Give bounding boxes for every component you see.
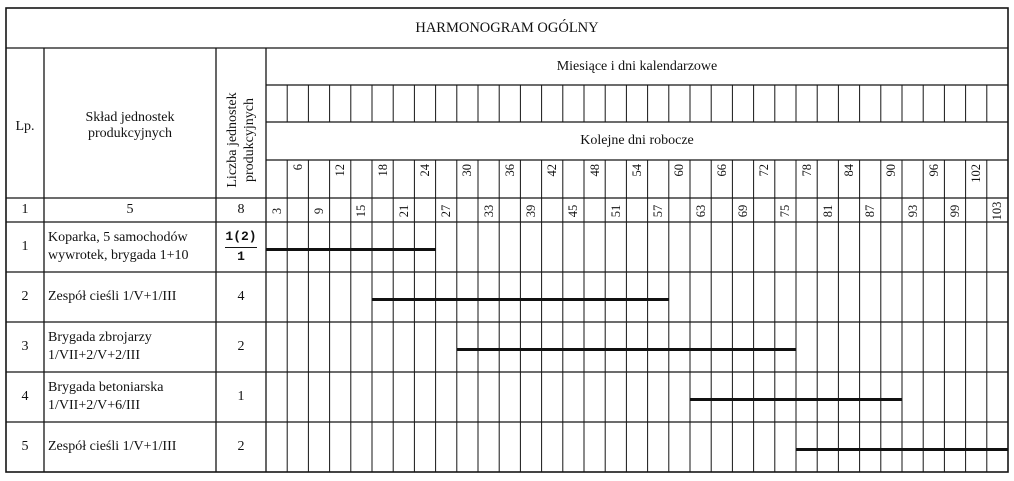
day-tick-label: 84: [842, 164, 856, 177]
gantt-bar: [796, 448, 1008, 451]
unit-count: 2: [237, 339, 245, 354]
row-number: 3: [21, 339, 29, 354]
day-tick-label: 66: [714, 164, 729, 177]
day-tick-label: 21: [396, 204, 411, 217]
unit-composition-line: Zespół cieśli 1/V+1/III: [48, 439, 177, 454]
header-unit-count-line: Liczba jednostek: [225, 92, 240, 188]
day-tick-label: 60: [672, 164, 687, 177]
gantt-bar: [266, 248, 436, 251]
day-tick-label: 81: [820, 204, 835, 217]
row-number: 5: [21, 439, 29, 454]
day-tick-label: 9: [312, 207, 326, 214]
unit-composition-line: Zespół cieśli 1/V+1/III: [48, 289, 177, 304]
day-tick-label: 63: [693, 204, 708, 217]
day-tick-label: 69: [736, 204, 750, 217]
day-tick-label: 12: [333, 164, 348, 177]
row-number: 4: [21, 389, 29, 404]
gantt-bar: [690, 398, 902, 401]
day-tick-label: 78: [799, 164, 814, 177]
page-title: HARMONOGRAM OGÓLNY: [415, 19, 599, 36]
unit-composition-line: 1/VII+2/V+6/III: [48, 398, 140, 413]
unit-count: 4: [237, 289, 245, 304]
row-number: 1: [21, 239, 29, 254]
gantt-bar: [457, 348, 796, 351]
day-tick-label: 102: [969, 164, 984, 183]
day-tick-label: 51: [608, 204, 623, 217]
unit-count: 1: [237, 389, 245, 404]
header-lp: Lp.: [15, 119, 35, 134]
day-tick-label: 30: [460, 164, 475, 177]
day-tick-label: 18: [375, 164, 390, 177]
day-tick-label: 75: [778, 204, 793, 217]
unit-composition-line: Brygada betoniarska: [48, 380, 164, 395]
day-tick-label: 87: [863, 204, 878, 217]
column-number-lp: 1: [21, 202, 29, 217]
day-tick-label: 57: [651, 204, 666, 217]
header-working-days: Kolejne dni robocze: [580, 133, 694, 148]
fraction-numerator: 1(2): [225, 228, 256, 248]
day-tick-label: 48: [587, 164, 602, 177]
day-tick-label: 6: [290, 164, 305, 171]
day-tick-label: 27: [439, 204, 454, 217]
day-tick-label: 103: [990, 201, 1005, 220]
header-unit-composition-line: Skład jednostek: [85, 110, 175, 125]
header-unit-count-line: produkcyjnych: [242, 98, 257, 182]
row-number: 2: [21, 289, 29, 304]
day-tick-label: 72: [757, 164, 772, 177]
day-tick-label: 96: [926, 164, 941, 177]
day-tick-label: 15: [354, 204, 369, 217]
day-tick-label: 3: [269, 207, 284, 214]
day-tick-label: 36: [502, 164, 517, 177]
day-tick-label: 90: [884, 164, 899, 177]
day-tick-label: 33: [481, 204, 496, 217]
unit-composition-line: Koparka, 5 samochodów: [48, 230, 188, 245]
header-unit-composition-line: produkcyjnych: [88, 126, 172, 141]
column-number-liczba: 8: [237, 202, 245, 217]
day-tick-label: 45: [566, 204, 581, 217]
unit-composition-line: wywrotek, brygada 1+10: [48, 248, 189, 263]
column-number-sklad: 5: [126, 202, 134, 217]
day-tick-label: 54: [630, 164, 644, 177]
day-tick-label: 24: [418, 164, 432, 177]
day-tick-label: 39: [524, 204, 538, 217]
day-tick-label: 99: [948, 204, 962, 217]
day-tick-label: 42: [545, 164, 560, 177]
fraction-denominator: 1: [237, 249, 245, 264]
unit-count: 2: [237, 439, 245, 454]
unit-composition-line: 1/VII+2/V+2/III: [48, 348, 140, 363]
header-calendar-days: Miesiące i dni kalendarzowe: [556, 58, 718, 74]
gantt-bar: [372, 298, 669, 301]
unit-composition-line: Brygada zbrojarzy: [48, 330, 152, 345]
day-tick-label: 93: [905, 204, 920, 217]
